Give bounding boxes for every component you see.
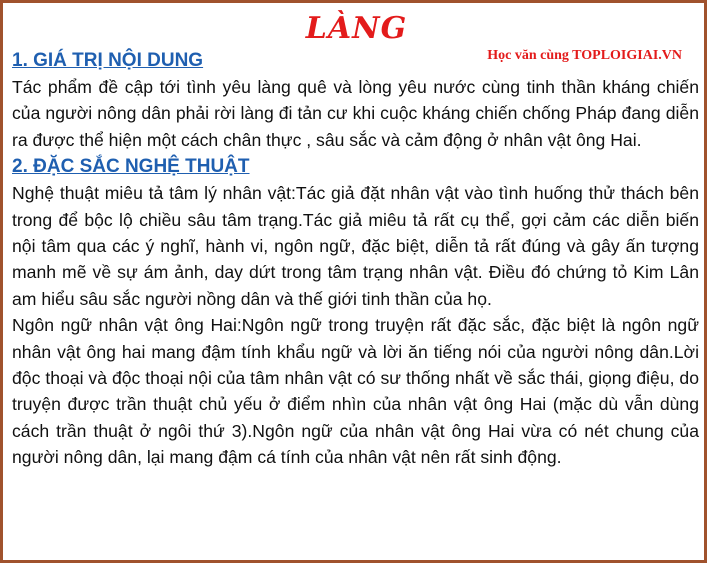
section-content-value: [12, 47, 699, 153]
section-heading: 2. ĐẶC SẮC NGHỆ THUẬT: [12, 156, 250, 178]
paragraph: Ngôn ngữ nhân vật ông Hai:Ngôn ngữ trong truyện rất đặc sắc, đặc biệt là ngôn ngữ nhân vật ông hai mang đậm tính khẩu ngữ và lời ăn tiếng nói của người nông dân.Lời độc thoại và độc thoại nội của tâm nhân vật có sư thống nhất về sắc thái, giọng điệu, do truyện được trần thuật chủ yếu ở điểm nhìn của nhân vật ông Hai (mặc dù vẫn dùng cách trần thuật ở ngôi thứ 3).Ngôn ngữ của nhân vật ông Hai vừa có nét chung của người nông dân, lại mang đậm cá tính của nhân vật nên rất sinh động.: [12, 315, 699, 468]
site-credit: Học văn cùng TOPLOIGIAI.VN: [487, 48, 682, 63]
paragraph: Nghệ thuật miêu tả tâm lý nhân vật:Tác giả đặt nhân vật vào tình huống thử thách bên trong để bộc lộ chiều sâu tâm trạng.Tác giả miêu tả rất cụ thể, gợi cảm các diễn biến nội tâm qua các ý nghĩ, hành vi, ngôn ngữ, đặc biệt, diễn tả rất đúng và gây ấn tượng manh mẽ về sự ám ảnh, day dứt trong tâm trạng nhân vật. Điều đó chứng tỏ Kim Lân am hiểu sâu sắc người nồng dân và thế giới tinh thần của họ.: [12, 183, 699, 309]
section-heading: 1. GIÁ TRỊ NỘI DUNG: [12, 50, 204, 71]
paragraph: Tác phẩm đề cập tới tình yêu làng quê và lòng yêu nước cùng tinh thần kháng chiến của người nông dân phải rời làng đi tản cư khi cuộc kháng chiến chống Pháp đang diễn ra được thể hiện một cách chân thực , sâu sắc và cảm động ở nhân vật ông Hai.: [12, 77, 699, 150]
document-body: [12, 47, 699, 471]
section-artistic-features: [12, 153, 699, 470]
document-title: LÀNG: [305, 11, 408, 46]
